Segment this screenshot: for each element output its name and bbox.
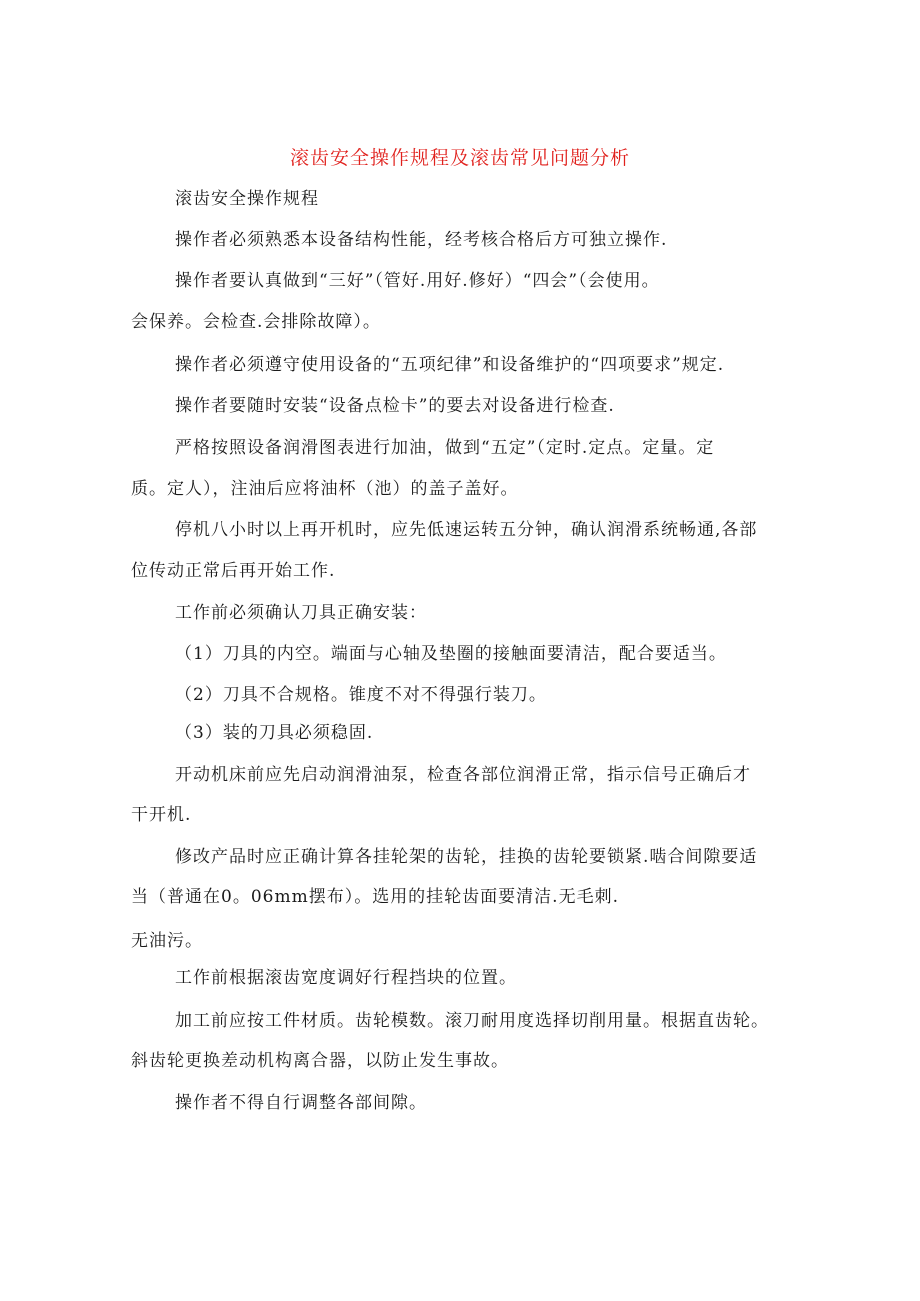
paragraph-line: 工作前必须确认刀具正确安装： bbox=[175, 603, 427, 623]
paragraph-line: 修改产品时应正确计算各挂轮架的齿轮，挂换的齿轮要锁紧.啮合间隙要适 bbox=[175, 847, 758, 867]
paragraph-line: 操作者要随时安装“设备点检卡”的要去对设备进行检查. bbox=[175, 396, 615, 416]
paragraph-line: 严格按照设备润滑图表进行加油，做到“五定”（定时.定点。定量。定 bbox=[175, 438, 715, 458]
paragraph-line: 位传动正常后再开始工作. bbox=[131, 561, 336, 581]
paragraph-line: 操作者不得自行调整各部间隙。 bbox=[175, 1093, 427, 1113]
paragraph-line: 无油污。 bbox=[131, 931, 203, 951]
paragraph-line: 操作者必须熟悉本设备结构性能，经考核合格后方可独立操作. bbox=[175, 230, 668, 250]
paragraph-line: 加工前应按工件材质。齿轮模数。滚刀耐用度选择切削用量。根据直齿轮。 bbox=[175, 1011, 769, 1031]
document-title: 滚齿安全操作规程及滚齿常见问题分析 bbox=[289, 147, 630, 169]
paragraph-line: （1）刀具的内空。端面与心轴及垫圈的接触面要清洁，配合要适当。 bbox=[175, 644, 727, 664]
paragraph-line: （3）装的刀具必须稳固. bbox=[175, 723, 374, 743]
paragraph-line: 干开机. bbox=[131, 805, 192, 825]
paragraph-line: 当（普通在0。06mm摆布）。选用的挂轮齿面要清洁.无毛刺. bbox=[131, 887, 619, 907]
paragraph-line: 工作前根据滚齿宽度调好行程挡块的位置。 bbox=[175, 968, 517, 988]
paragraph-line: 操作者必须遵守使用设备的“五项纪律”和设备维护的“四项要求”规定. bbox=[175, 355, 725, 375]
paragraph-line: （2）刀具不合规格。锥度不对不得强行装刀。 bbox=[175, 685, 547, 705]
paragraph-line: 开动机床前应先启动润滑油泵，检查各部位润滑正常，指示信号正确后才 bbox=[175, 765, 751, 785]
paragraph-line: 操作者要认真做到“三好”（管好.用好.修好）“四会”（会使用。 bbox=[175, 271, 660, 291]
paragraph-line: 停机八小时以上再开机时，应先低速运转五分钟，确认润滑系统畅通,各部 bbox=[175, 520, 758, 540]
paragraph-line: 会保养。会检查.会排除故障）。 bbox=[131, 312, 381, 332]
paragraph-line: 斜齿轮更换差动机构离合器，以防止发生事故。 bbox=[131, 1051, 509, 1071]
paragraph-line: 质。定人），注油后应将油杯（池）的盖子盖好。 bbox=[131, 479, 519, 499]
paragraph-line: 滚齿安全操作规程 bbox=[175, 189, 319, 209]
